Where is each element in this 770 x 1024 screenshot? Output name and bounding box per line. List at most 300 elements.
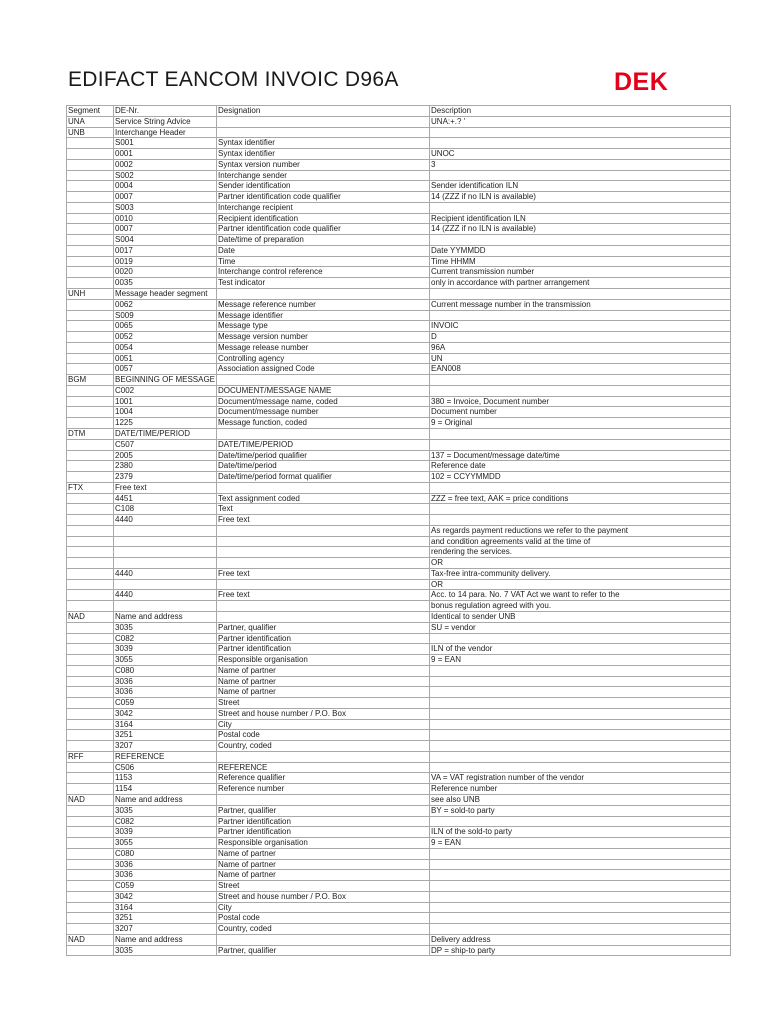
designation-cell	[217, 558, 430, 569]
table-row	[67, 568, 731, 579]
de-nr-cell: 1154	[114, 784, 217, 795]
de-nr-cell: 3164	[114, 902, 217, 913]
segment-cell	[67, 913, 114, 924]
description-cell: 14 (ZZZ if no ILN is available)	[430, 192, 731, 203]
de-nr-cell: 3251	[114, 913, 217, 924]
de-nr-cell: 1225	[114, 418, 217, 429]
designation-cell: Responsible organisation	[217, 655, 430, 666]
table-row	[67, 665, 731, 676]
segment-cell	[67, 676, 114, 687]
description-cell	[430, 235, 731, 246]
description-cell	[430, 913, 731, 924]
designation-cell: City	[217, 902, 430, 913]
description-cell: EAN008	[430, 364, 731, 375]
designation-cell: Document/message name, coded	[217, 396, 430, 407]
de-nr-cell: 0062	[114, 299, 217, 310]
de-nr-cell: 1001	[114, 396, 217, 407]
segment-cell	[67, 644, 114, 655]
segment-cell	[67, 278, 114, 289]
table-row	[67, 364, 731, 375]
segment-cell	[67, 665, 114, 676]
description-cell: UNA:+.? '	[430, 116, 731, 127]
designation-cell: Date/time of preparation	[217, 235, 430, 246]
segment-cell	[67, 590, 114, 601]
description-cell: Recipient identification ILN	[430, 213, 731, 224]
table-row	[67, 213, 731, 224]
table-row	[67, 245, 731, 256]
table-row	[67, 385, 731, 396]
designation-cell	[217, 795, 430, 806]
designation-cell: Name of partner	[217, 676, 430, 687]
de-nr-cell: REFERENCE	[114, 751, 217, 762]
table-row	[67, 267, 731, 278]
table-row	[67, 579, 731, 590]
segment-cell	[67, 159, 114, 170]
description-cell: Reference date	[430, 461, 731, 472]
designation-cell: Message function, coded	[217, 418, 430, 429]
table-row	[67, 784, 731, 795]
designation-cell	[217, 611, 430, 622]
designation-cell	[217, 289, 430, 300]
table-row	[67, 493, 731, 504]
description-cell: Document number	[430, 407, 731, 418]
designation-cell: Date/time/period qualifier	[217, 450, 430, 461]
designation-cell: Date	[217, 245, 430, 256]
segment-cell	[67, 267, 114, 278]
segment-cell	[67, 687, 114, 698]
table-row	[67, 795, 731, 806]
description-cell: 102 = CCYYMMDD	[430, 472, 731, 483]
de-nr-cell: 0054	[114, 342, 217, 353]
de-nr-cell: 0051	[114, 353, 217, 364]
segment-cell	[67, 504, 114, 515]
segment-cell	[67, 364, 114, 375]
de-nr-cell: 3207	[114, 924, 217, 935]
segment-cell: DTM	[67, 428, 114, 439]
de-nr-cell: 3035	[114, 622, 217, 633]
designation-cell: Free text	[217, 515, 430, 526]
table-row	[67, 601, 731, 612]
description-cell: 9 = Original	[430, 418, 731, 429]
segment-cell	[67, 472, 114, 483]
segment-cell	[67, 256, 114, 267]
table-row	[67, 536, 731, 547]
table-row	[67, 353, 731, 364]
segment-cell	[67, 515, 114, 526]
segment-cell	[67, 213, 114, 224]
segment-cell	[67, 310, 114, 321]
designation-cell: Street	[217, 881, 430, 892]
description-cell: ZZZ = free text, AAK = price conditions	[430, 493, 731, 504]
description-cell: and condition agreements valid at the time of	[430, 536, 731, 547]
document-title: EDIFACT EANCOM INVOIC D96A	[68, 68, 399, 91]
table-row	[67, 428, 731, 439]
de-nr-cell: 4440	[114, 515, 217, 526]
segment-cell	[67, 902, 114, 913]
de-nr-cell: 1153	[114, 773, 217, 784]
table-row	[67, 407, 731, 418]
description-cell: Tax-free intra-community delivery.	[430, 568, 731, 579]
description-cell	[430, 504, 731, 515]
de-nr-cell: 3164	[114, 719, 217, 730]
table-row	[67, 762, 731, 773]
de-nr-cell: C507	[114, 439, 217, 450]
designation-cell: Name of partner	[217, 848, 430, 859]
designation-cell: Recipient identification	[217, 213, 430, 224]
de-nr-cell: 3035	[114, 945, 217, 956]
segment-cell	[67, 568, 114, 579]
segment-cell	[67, 633, 114, 644]
de-nr-cell: 0019	[114, 256, 217, 267]
designation-cell: Syntax version number	[217, 159, 430, 170]
de-nr-cell: 0017	[114, 245, 217, 256]
de-nr-cell: C082	[114, 633, 217, 644]
description-cell: see also UNB	[430, 795, 731, 806]
segment-cell	[67, 321, 114, 332]
table-row	[67, 192, 731, 203]
de-nr-cell: 0001	[114, 149, 217, 160]
description-cell: Date YYMMDD	[430, 245, 731, 256]
segment-cell	[67, 762, 114, 773]
de-nr-cell: C059	[114, 881, 217, 892]
table-row	[67, 525, 731, 536]
segment-cell: NAD	[67, 795, 114, 806]
de-nr-cell: 3039	[114, 827, 217, 838]
description-cell: Identical to sender UNB	[430, 611, 731, 622]
description-cell: SU = vendor	[430, 622, 731, 633]
de-nr-cell: S009	[114, 310, 217, 321]
segment-cell	[67, 730, 114, 741]
de-nr-cell: C506	[114, 762, 217, 773]
de-nr-cell: Interchange Header	[114, 127, 217, 138]
description-cell	[430, 848, 731, 859]
de-nr-cell: 4440	[114, 590, 217, 601]
segment-cell	[67, 299, 114, 310]
designation-cell	[217, 536, 430, 547]
de-nr-cell: 0057	[114, 364, 217, 375]
de-nr-cell: Name and address	[114, 795, 217, 806]
segment-cell	[67, 418, 114, 429]
de-nr-cell: 0035	[114, 278, 217, 289]
description-cell	[430, 687, 731, 698]
de-nr-cell: 0010	[114, 213, 217, 224]
segment-cell	[67, 245, 114, 256]
description-cell: Reference number	[430, 784, 731, 795]
designation-cell: Designation	[217, 106, 430, 117]
table-row	[67, 859, 731, 870]
table-row	[67, 224, 731, 235]
de-nr-cell: 0007	[114, 224, 217, 235]
description-cell	[430, 698, 731, 709]
description-cell: DP = ship-to party	[430, 945, 731, 956]
segment-table-body	[67, 106, 731, 956]
table-row	[67, 708, 731, 719]
description-cell	[430, 881, 731, 892]
designation-cell: Document/message number	[217, 407, 430, 418]
designation-cell: Country, coded	[217, 924, 430, 935]
description-cell: INVOIC	[430, 321, 731, 332]
de-nr-cell: Free text	[114, 482, 217, 493]
designation-cell: DATE/TIME/PERIOD	[217, 439, 430, 450]
de-nr-cell: 3039	[114, 644, 217, 655]
description-cell: 14 (ZZZ if no ILN is available)	[430, 224, 731, 235]
table-row	[67, 558, 731, 569]
segment-cell	[67, 342, 114, 353]
table-row	[67, 633, 731, 644]
segment-cell	[67, 439, 114, 450]
description-cell: VA = VAT registration number of the vendor	[430, 773, 731, 784]
segment-cell: NAD	[67, 934, 114, 945]
designation-cell	[217, 601, 430, 612]
description-cell	[430, 289, 731, 300]
de-nr-cell: 3035	[114, 805, 217, 816]
table-row	[67, 504, 731, 515]
segment-cell	[67, 181, 114, 192]
table-row	[67, 719, 731, 730]
designation-cell	[217, 116, 430, 127]
segment-cell: UNH	[67, 289, 114, 300]
description-cell	[430, 385, 731, 396]
description-cell: As regards payment reductions we refer to the payment	[430, 525, 731, 536]
designation-cell: Responsible organisation	[217, 838, 430, 849]
description-cell	[430, 751, 731, 762]
designation-cell: Reference qualifier	[217, 773, 430, 784]
table-row	[67, 116, 731, 127]
de-nr-cell: 0004	[114, 181, 217, 192]
description-cell: 9 = EAN	[430, 655, 731, 666]
designation-cell: REFERENCE	[217, 762, 430, 773]
table-row	[67, 590, 731, 601]
table-row	[67, 289, 731, 300]
table-row	[67, 838, 731, 849]
description-cell	[430, 138, 731, 149]
designation-cell: Partner identification code qualifier	[217, 224, 430, 235]
table-row	[67, 256, 731, 267]
table-row	[67, 396, 731, 407]
segment-cell	[67, 773, 114, 784]
segment-cell: UNA	[67, 116, 114, 127]
de-nr-cell	[114, 601, 217, 612]
segment-cell	[67, 558, 114, 569]
de-nr-cell	[114, 579, 217, 590]
description-cell: Delivery address	[430, 934, 731, 945]
table-row	[67, 159, 731, 170]
segment-cell	[67, 838, 114, 849]
description-cell: ILN of the sold-to party	[430, 827, 731, 838]
segment-cell	[67, 924, 114, 935]
designation-cell	[217, 934, 430, 945]
description-cell	[430, 924, 731, 935]
segment-cell	[67, 891, 114, 902]
de-nr-cell: 0020	[114, 267, 217, 278]
segment-cell	[67, 655, 114, 666]
segment-cell	[67, 622, 114, 633]
description-cell: OR	[430, 558, 731, 569]
description-cell	[430, 439, 731, 450]
segment-cell	[67, 708, 114, 719]
description-cell: Sender identification ILN	[430, 181, 731, 192]
de-nr-cell: 0065	[114, 321, 217, 332]
segment-cell: BGM	[67, 375, 114, 386]
description-cell: 96A	[430, 342, 731, 353]
designation-cell: Text assignment coded	[217, 493, 430, 504]
designation-cell: Partner, qualifier	[217, 805, 430, 816]
de-nr-cell: 0002	[114, 159, 217, 170]
designation-cell: Interchange control reference	[217, 267, 430, 278]
table-row	[67, 472, 731, 483]
de-nr-cell: 4451	[114, 493, 217, 504]
description-cell: OR	[430, 579, 731, 590]
description-cell: bonus regulation agreed with you.	[430, 601, 731, 612]
table-row	[67, 805, 731, 816]
table-row	[67, 138, 731, 149]
designation-cell: Partner identification	[217, 644, 430, 655]
description-cell: 9 = EAN	[430, 838, 731, 849]
designation-cell: Message type	[217, 321, 430, 332]
description-cell	[430, 665, 731, 676]
segment-cell: UNB	[67, 127, 114, 138]
segment-cell	[67, 332, 114, 343]
designation-cell: Partner identification	[217, 816, 430, 827]
de-nr-cell: C080	[114, 665, 217, 676]
de-nr-cell: BEGINNING OF MESSAGE	[115, 375, 216, 385]
segment-cell	[67, 816, 114, 827]
designation-cell	[217, 525, 430, 536]
designation-cell: Street	[217, 698, 430, 709]
designation-cell: Test indicator	[217, 278, 430, 289]
description-cell: 3	[430, 159, 731, 170]
de-nr-cell: DATE/TIME/PERIOD	[114, 428, 217, 439]
de-nr-cell: Name and address	[114, 934, 217, 945]
description-cell	[430, 708, 731, 719]
description-cell: BY = sold-to party	[430, 805, 731, 816]
segment-cell	[67, 385, 114, 396]
segment-cell	[67, 450, 114, 461]
designation-cell: Name of partner	[217, 870, 430, 881]
designation-cell: Reference number	[217, 784, 430, 795]
segment-cell	[67, 859, 114, 870]
description-cell	[430, 859, 731, 870]
segment-cell	[67, 493, 114, 504]
description-cell	[430, 633, 731, 644]
designation-cell	[217, 547, 430, 558]
de-nr-cell: Name and address	[114, 611, 217, 622]
description-cell: Time HHMM	[430, 256, 731, 267]
designation-cell: Syntax identifier	[217, 149, 430, 160]
de-nr-cell: 2005	[114, 450, 217, 461]
segment-cell: Segment	[67, 106, 114, 117]
description-cell	[430, 870, 731, 881]
table-row	[67, 945, 731, 956]
segment-cell	[67, 827, 114, 838]
de-nr-cell: 3036	[114, 687, 217, 698]
segment-cell: RFF	[67, 751, 114, 762]
table-row	[67, 127, 731, 138]
segment-cell	[67, 170, 114, 181]
table-row	[67, 299, 731, 310]
table-row	[67, 181, 731, 192]
de-nr-cell: 2380	[114, 461, 217, 472]
de-nr-cell: 3055	[114, 838, 217, 849]
de-nr-cell: S002	[114, 170, 217, 181]
table-row	[67, 881, 731, 892]
de-nr-cell: C082	[114, 816, 217, 827]
description-cell	[430, 891, 731, 902]
de-nr-cell	[114, 525, 217, 536]
description-cell	[430, 902, 731, 913]
designation-cell: Message reference number	[217, 299, 430, 310]
description-cell: Acc. to 14 para. No. 7 VAT Act we want to refer to the	[430, 590, 731, 601]
de-nr-cell: C080	[114, 848, 217, 859]
designation-cell: Postal code	[217, 913, 430, 924]
de-nr-cell: 3036	[114, 870, 217, 881]
designation-cell: Controlling agency	[217, 353, 430, 364]
table-row	[67, 870, 731, 881]
designation-cell: Interchange recipient	[217, 202, 430, 213]
description-cell	[430, 515, 731, 526]
designation-cell: Partner identification code qualifier	[217, 192, 430, 203]
table-row	[67, 547, 731, 558]
table-row	[67, 375, 731, 386]
designation-cell	[217, 579, 430, 590]
segment-cell	[67, 870, 114, 881]
description-cell: 380 = Invoice, Document number	[430, 396, 731, 407]
table-row	[67, 816, 731, 827]
de-nr-cell: 2379	[114, 472, 217, 483]
de-nr-cell: 0007	[114, 192, 217, 203]
table-row	[67, 332, 731, 343]
designation-cell: Partner, qualifier	[217, 945, 430, 956]
designation-cell	[217, 428, 430, 439]
segment-cell	[67, 579, 114, 590]
de-nr-cell: C002	[114, 385, 217, 396]
table-row	[67, 515, 731, 526]
table-row	[67, 321, 731, 332]
table-row	[67, 687, 731, 698]
de-nr-cell: C059	[114, 698, 217, 709]
segment-cell	[67, 525, 114, 536]
description-cell	[430, 730, 731, 741]
segment-cell	[67, 202, 114, 213]
segment-cell	[67, 536, 114, 547]
table-row	[67, 342, 731, 353]
designation-cell: Message release number	[217, 342, 430, 353]
de-nr-cell: DE-Nr.	[114, 106, 217, 117]
table-row	[67, 482, 731, 493]
designation-cell: Partner, qualifier	[217, 622, 430, 633]
de-nr-cell	[114, 558, 217, 569]
table-row	[67, 278, 731, 289]
segment-cell	[67, 224, 114, 235]
table-row	[67, 741, 731, 752]
description-cell	[430, 310, 731, 321]
designation-cell: DOCUMENT/MESSAGE NAME	[217, 385, 430, 396]
segment-cell	[67, 601, 114, 612]
description-cell	[430, 375, 731, 386]
de-nr-cell: 3251	[114, 730, 217, 741]
de-nr-cell: 0052	[114, 332, 217, 343]
table-row	[67, 461, 731, 472]
designation-cell: Message identifier	[217, 310, 430, 321]
table-row	[67, 450, 731, 461]
designation-cell	[217, 751, 430, 762]
de-nr-cell: Message header segment	[114, 289, 217, 300]
designation-cell: Postal code	[217, 730, 430, 741]
table-row	[67, 827, 731, 838]
segment-cell	[67, 547, 114, 558]
table-header-row	[67, 106, 731, 117]
de-nr-cell: 3042	[114, 708, 217, 719]
